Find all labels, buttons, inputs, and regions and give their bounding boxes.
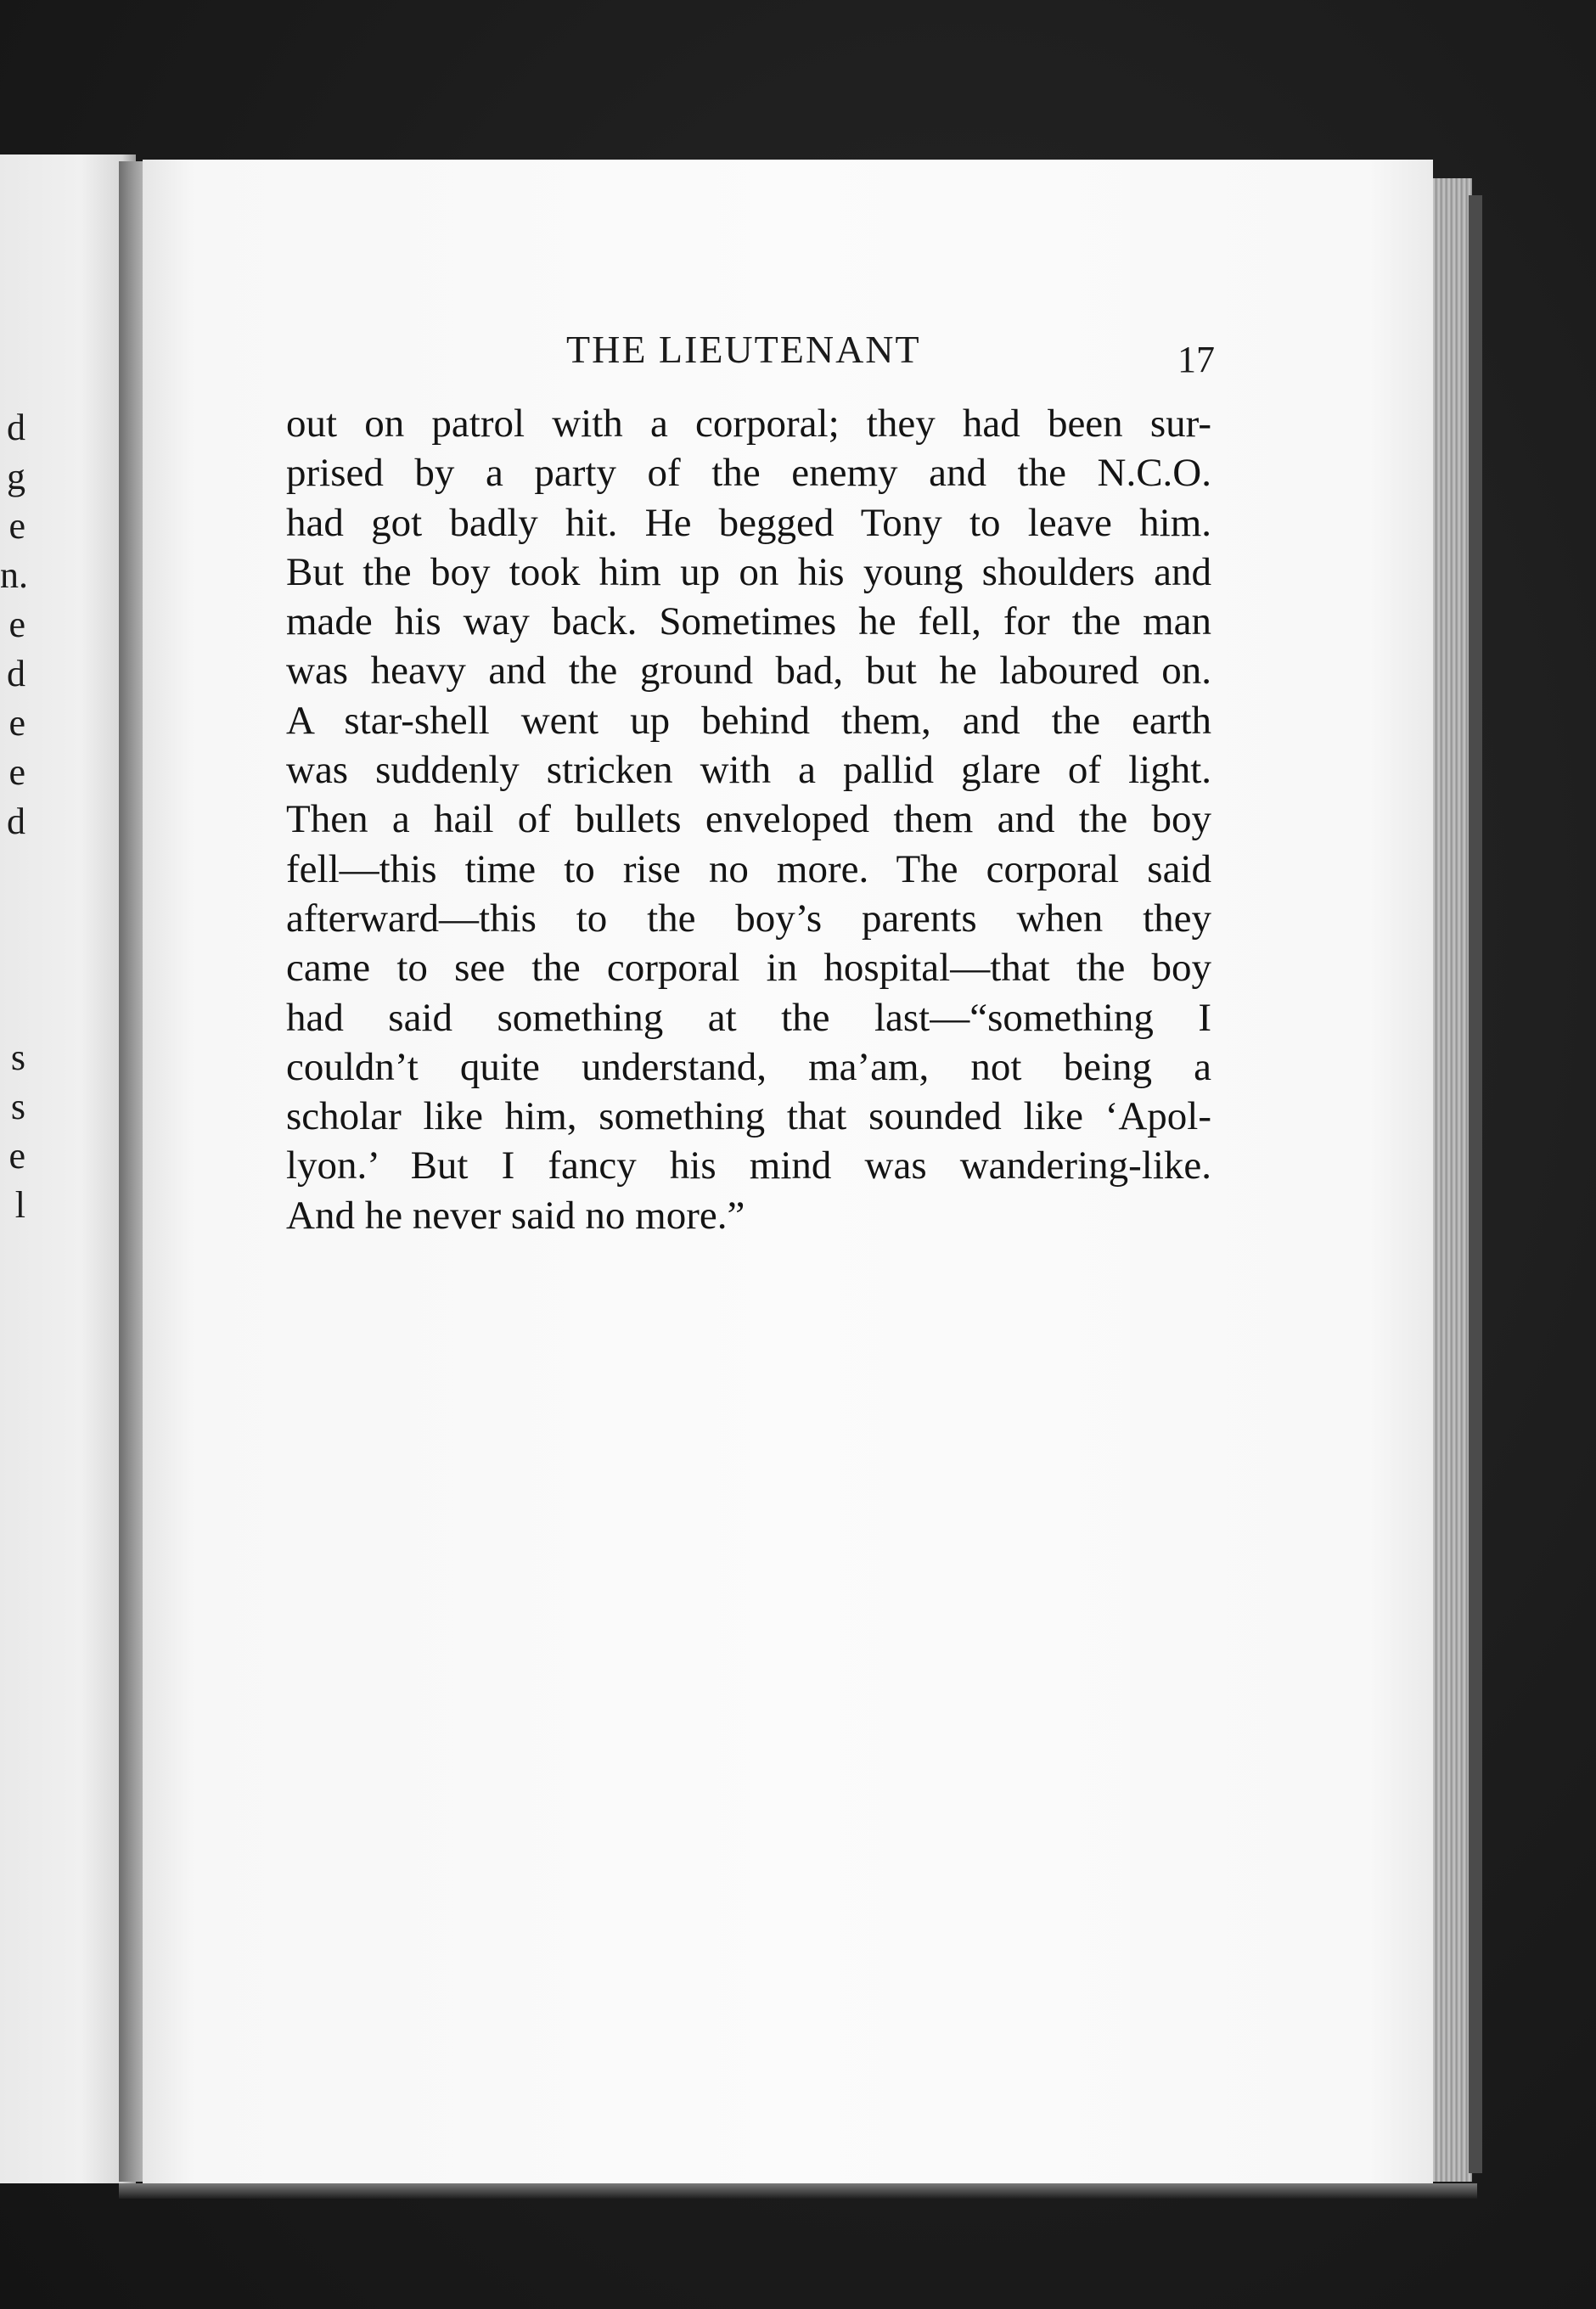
left-page-fragment: e <box>8 604 25 645</box>
left-page-fragment: e <box>8 1135 25 1177</box>
left-page-fragment: n. <box>0 554 28 596</box>
text-line: made his way back. Sometimes he fell, for the man <box>286 599 1211 644</box>
left-page-fragment: d <box>7 407 25 448</box>
text-line: afterward—this to the boy’s parents when they <box>286 896 1211 941</box>
left-page-fragment: e <box>8 702 25 744</box>
left-page-fragment: e <box>8 505 25 547</box>
book-cover-edge <box>1469 195 1482 2173</box>
left-page-fragment: s <box>10 1086 25 1127</box>
text-line: came to see the corporal in hospital—that the boy <box>286 946 1211 991</box>
left-page-fragment: l <box>14 1184 25 1226</box>
text-line: prised by a party of the enemy and the N.C.O. <box>286 451 1211 496</box>
text-line: was suddenly stricken with a pallid glare of light. <box>286 748 1211 793</box>
text-line: had said something at the last—“something I <box>286 995 1211 1040</box>
text-line: out on patrol with a corporal; they had been sur- <box>286 402 1211 446</box>
text-line: had got badly hit. He begged Tony to leave him. <box>286 500 1211 545</box>
body-text <box>286 399 1211 1240</box>
left-page <box>0 154 136 2183</box>
page-bottom-shadow <box>119 2183 1477 2199</box>
page-stack-edge <box>1431 178 1472 2182</box>
text-line: Then a hail of bullets enveloped them and the boy <box>286 797 1211 842</box>
text-line: lyon.’ But I fancy his mind was wandering-like. <box>286 1143 1211 1188</box>
text-line: couldn’t quite understand, ma’am, not being a <box>286 1044 1211 1089</box>
left-page-fragment: d <box>7 653 25 694</box>
text-line: fell—this time to rise no more. The corporal said <box>286 846 1211 891</box>
left-page-fragment: s <box>10 1037 25 1078</box>
text-line: was heavy and the ground bad, but he laboured on. <box>286 649 1211 694</box>
text-line: scholar like him, something that sounded like ‘Apol- <box>286 1094 1211 1139</box>
text-line: And he never said no more.” <box>286 1193 745 1238</box>
text-line: A star-shell went up behind them, and the earth <box>286 698 1211 743</box>
running-head: THE LIEUTENANT <box>566 328 921 371</box>
left-page-fragment: g <box>7 456 25 497</box>
book-gutter <box>119 161 144 2182</box>
left-page-fragment: d <box>7 801 25 842</box>
left-page-fragment: e <box>8 751 25 793</box>
text-line: But the boy took him up on his young shoulders and <box>286 549 1211 594</box>
page-number: 17 <box>1177 339 1215 380</box>
